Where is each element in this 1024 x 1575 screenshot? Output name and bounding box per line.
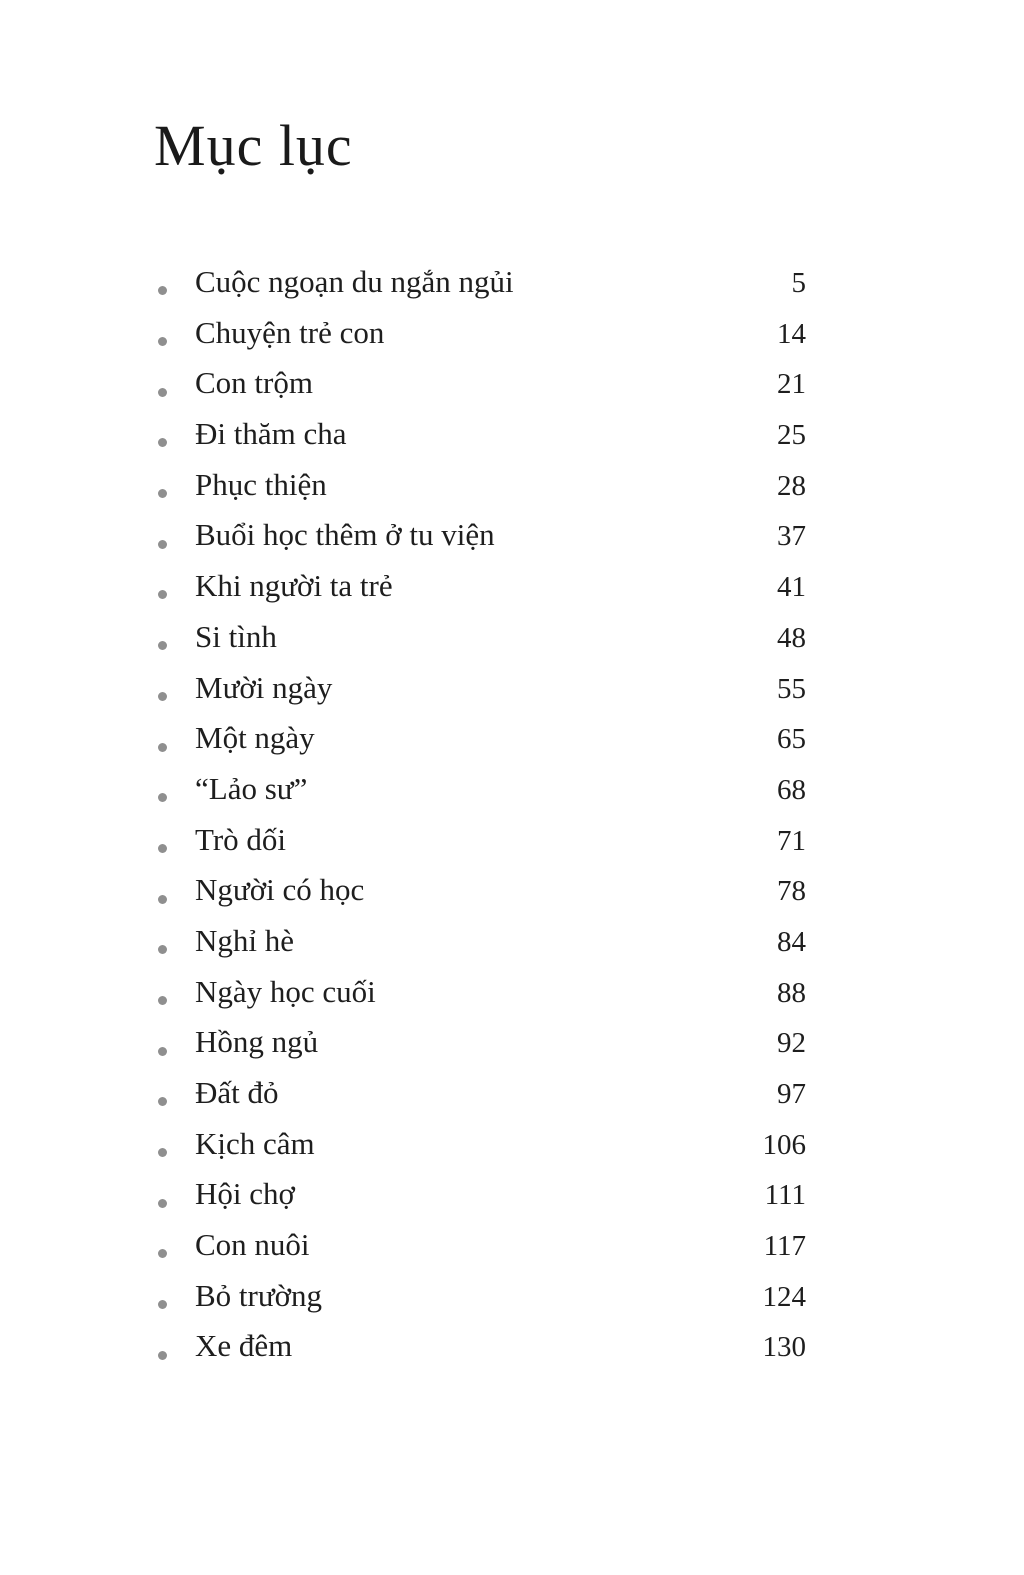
toc-entry-label: Trò dối bbox=[195, 821, 287, 857]
toc-entry-page: 14 bbox=[777, 317, 806, 350]
toc-entry bbox=[158, 1278, 806, 1329]
bullet-icon bbox=[158, 895, 167, 904]
toc-entry-label: Mười ngày bbox=[195, 669, 333, 705]
toc-entry-page: 106 bbox=[762, 1128, 806, 1161]
toc-entry-label: “Lảo sư” bbox=[195, 770, 308, 806]
toc-entry-label: Xe đêm bbox=[195, 1328, 293, 1364]
toc-entry-page: 37 bbox=[777, 520, 806, 553]
toc-entry-page: 97 bbox=[777, 1078, 806, 1110]
bullet-icon bbox=[158, 1047, 167, 1056]
toc-entry-label: Nghỉ hè bbox=[195, 922, 295, 958]
toc-entry-label: Si tình bbox=[195, 618, 277, 654]
toc-entry-page: 21 bbox=[777, 368, 806, 401]
bullet-icon bbox=[158, 590, 167, 599]
bullet-icon bbox=[158, 1300, 167, 1309]
toc-entry-label: Ngày học cuối bbox=[195, 973, 376, 1009]
toc-entry-page: 71 bbox=[777, 824, 806, 857]
toc-entry bbox=[158, 467, 806, 518]
toc-entry-label: Cuộc ngoạn du ngắn ngủi bbox=[195, 264, 514, 299]
bullet-icon bbox=[158, 1148, 167, 1157]
toc-entry-label: Kịch câm bbox=[195, 1125, 315, 1161]
bullet-icon bbox=[158, 489, 167, 498]
bullet-icon bbox=[158, 438, 167, 447]
bullet-icon bbox=[158, 286, 167, 295]
bullet-icon bbox=[158, 945, 167, 954]
toc-entry bbox=[158, 1024, 806, 1075]
toc-entry-page: 130 bbox=[762, 1331, 806, 1364]
toc-entry bbox=[158, 923, 806, 974]
toc-entry bbox=[158, 822, 806, 873]
toc-entry-page: 41 bbox=[777, 571, 806, 604]
bullet-icon bbox=[158, 337, 167, 346]
toc-entry bbox=[158, 974, 806, 1025]
toc-entry-label: Đất đỏ bbox=[195, 1075, 279, 1110]
toc-entry-label: Bỏ trường bbox=[195, 1277, 323, 1313]
bullet-icon bbox=[158, 388, 167, 397]
toc-entry-page: 84 bbox=[777, 925, 806, 958]
toc-entry bbox=[158, 568, 806, 619]
toc-entry-label: Buổi học thêm ở tu viện bbox=[195, 517, 495, 553]
bullet-icon bbox=[158, 743, 167, 752]
toc-entry-label: Phục thiện bbox=[195, 466, 327, 502]
toc-entry-page: 88 bbox=[777, 976, 806, 1009]
bullet-icon bbox=[158, 540, 167, 549]
toc-entry bbox=[158, 1227, 806, 1278]
toc-entry-page: 111 bbox=[764, 1179, 806, 1212]
toc-list bbox=[158, 264, 806, 1379]
toc-entry-label: Con trộm bbox=[195, 365, 313, 401]
toc-entry-label: Một ngày bbox=[195, 720, 315, 756]
bullet-icon bbox=[158, 1199, 167, 1208]
toc-entry bbox=[158, 517, 806, 568]
toc-entry bbox=[158, 1176, 806, 1227]
toc-entry-page: 78 bbox=[777, 875, 806, 908]
toc-entry bbox=[158, 416, 806, 467]
toc-entry-page: 55 bbox=[777, 672, 806, 705]
toc-entry bbox=[158, 1126, 806, 1177]
bullet-icon bbox=[158, 641, 167, 650]
toc-entry bbox=[158, 264, 806, 315]
toc-entry-page: 25 bbox=[777, 419, 806, 452]
toc-entry bbox=[158, 771, 806, 822]
toc-entry-label: Khi người ta trẻ bbox=[195, 568, 393, 604]
page-title: Mục lục bbox=[154, 113, 353, 178]
toc-entry-page: 124 bbox=[762, 1280, 806, 1313]
bullet-icon bbox=[158, 996, 167, 1005]
toc-entry-page: 5 bbox=[791, 267, 806, 299]
toc-entry bbox=[158, 872, 806, 923]
toc-entry-page: 48 bbox=[777, 621, 806, 654]
toc-entry-page: 65 bbox=[777, 723, 806, 756]
toc-entry bbox=[158, 619, 806, 670]
bullet-icon bbox=[158, 1097, 167, 1106]
toc-entry bbox=[158, 365, 806, 416]
toc-entry bbox=[158, 1328, 806, 1379]
toc-entry bbox=[158, 720, 806, 771]
toc-entry-label: Chuyện trẻ con bbox=[195, 314, 385, 350]
toc-entry bbox=[158, 315, 806, 366]
toc-entry-page: 117 bbox=[763, 1230, 806, 1263]
toc-entry bbox=[158, 670, 806, 721]
toc-entry-page: 68 bbox=[777, 773, 806, 806]
bullet-icon bbox=[158, 1351, 167, 1360]
toc-entry-label: Người có học bbox=[195, 872, 365, 908]
bullet-icon bbox=[158, 1249, 167, 1258]
toc-entry bbox=[158, 1075, 806, 1126]
toc-entry-label: Đi thăm cha bbox=[195, 416, 347, 452]
bullet-icon bbox=[158, 793, 167, 802]
toc-entry-label: Hồng ngủ bbox=[195, 1024, 319, 1060]
toc-entry-page: 28 bbox=[777, 469, 806, 502]
bullet-icon bbox=[158, 692, 167, 701]
toc-entry-label: Hội chợ bbox=[195, 1176, 295, 1212]
bullet-icon bbox=[158, 844, 167, 853]
toc-entry-page: 92 bbox=[777, 1027, 806, 1060]
toc-entry-label: Con nuôi bbox=[195, 1227, 310, 1263]
